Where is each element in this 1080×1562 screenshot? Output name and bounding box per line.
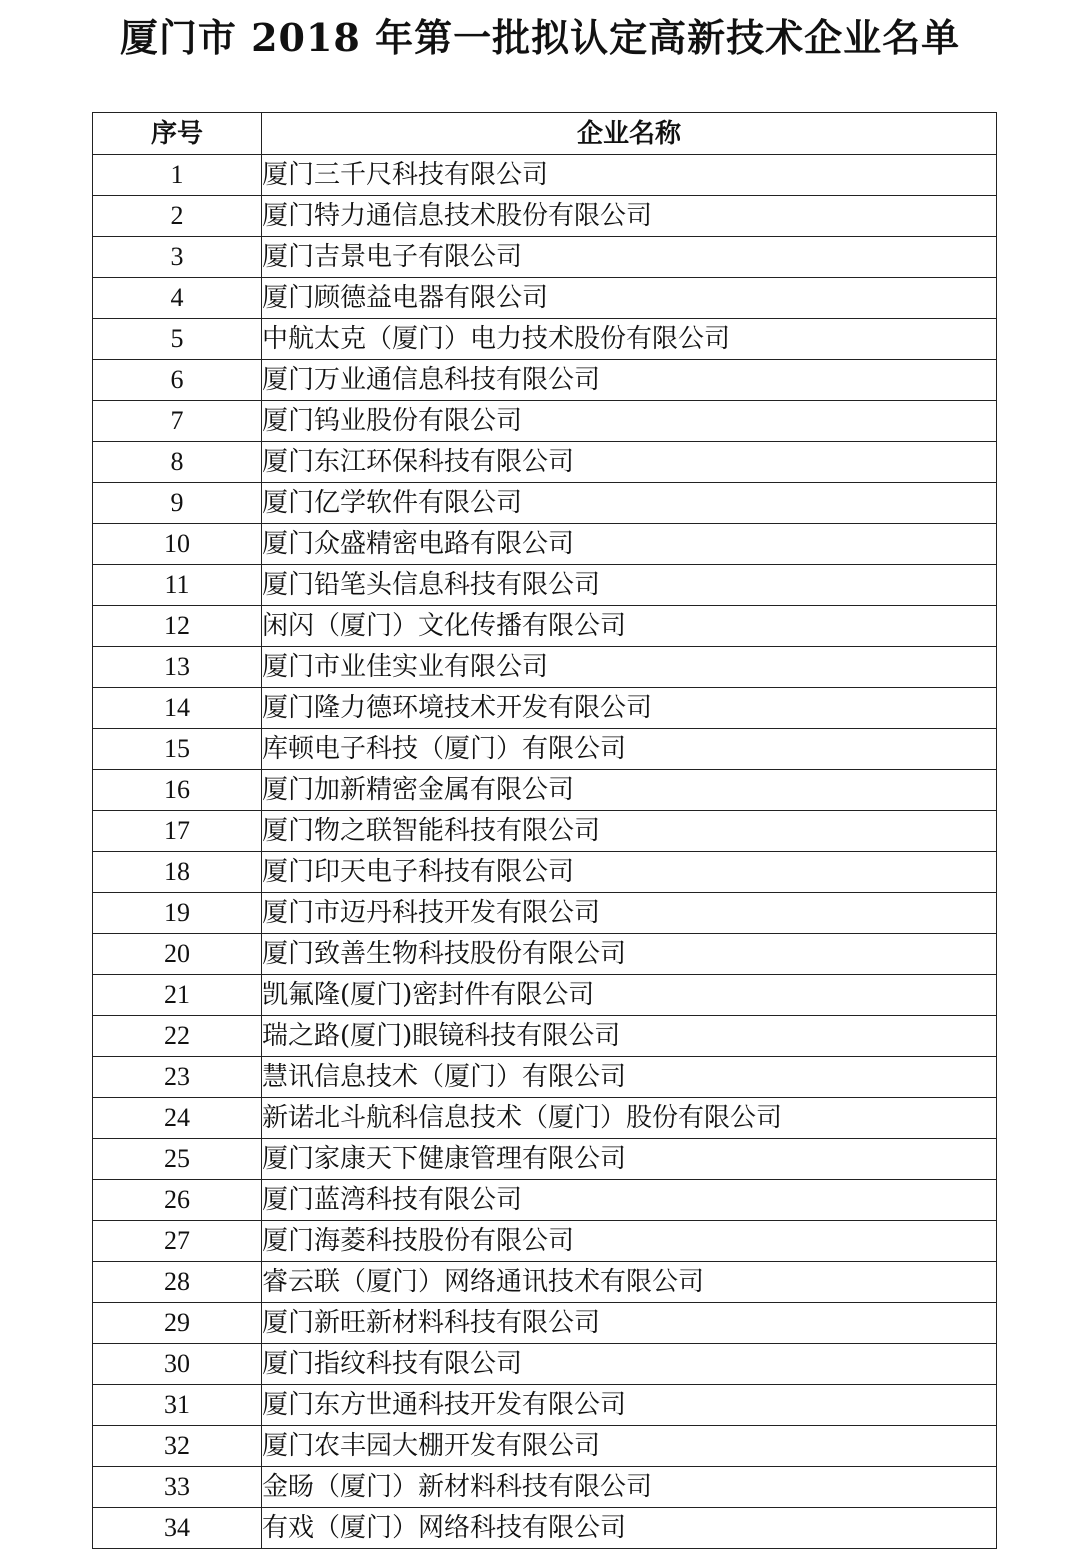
- table-row: [93, 1508, 997, 1549]
- table-row: [93, 1344, 997, 1385]
- row-index: 27: [93, 1221, 262, 1262]
- company-name: 库顿电子科技（厦门）有限公司: [262, 729, 997, 770]
- company-name: 厦门铅笔头信息科技有限公司: [262, 565, 997, 606]
- row-index: 11: [93, 565, 262, 606]
- table-row: [93, 1262, 997, 1303]
- row-index: 17: [93, 811, 262, 852]
- table-row: [93, 811, 997, 852]
- row-index: 1: [93, 155, 262, 196]
- row-index: 2: [93, 196, 262, 237]
- header-company-name: 企业名称: [262, 113, 997, 155]
- row-index: 32: [93, 1426, 262, 1467]
- company-name: 厦门物之联智能科技有限公司: [262, 811, 997, 852]
- company-name: 厦门家康天下健康管理有限公司: [262, 1139, 997, 1180]
- row-index: 20: [93, 934, 262, 975]
- row-index: 29: [93, 1303, 262, 1344]
- company-name: 厦门三千尺科技有限公司: [262, 155, 997, 196]
- row-index: 31: [93, 1385, 262, 1426]
- table-header-row: [93, 113, 997, 155]
- table-row: [93, 401, 997, 442]
- table-row: [93, 1426, 997, 1467]
- table-row: [93, 975, 997, 1016]
- company-name: 闲闪（厦门）文化传播有限公司: [262, 606, 997, 647]
- company-name: 厦门东方世通科技开发有限公司: [262, 1385, 997, 1426]
- company-name: 厦门顾德益电器有限公司: [262, 278, 997, 319]
- table-row: [93, 1098, 997, 1139]
- row-index: 14: [93, 688, 262, 729]
- row-index: 6: [93, 360, 262, 401]
- row-index: 25: [93, 1139, 262, 1180]
- table-row: [93, 934, 997, 975]
- table-row: [93, 647, 997, 688]
- company-name: 厦门东江环保科技有限公司: [262, 442, 997, 483]
- table-row: [93, 196, 997, 237]
- company-name: 中航太克（厦门）电力技术股份有限公司: [262, 319, 997, 360]
- company-name: 厦门吉景电子有限公司: [262, 237, 997, 278]
- row-index: 9: [93, 483, 262, 524]
- row-index: 33: [93, 1467, 262, 1508]
- row-index: 4: [93, 278, 262, 319]
- table-row: [93, 1303, 997, 1344]
- table-row: [93, 155, 997, 196]
- table-row: [93, 278, 997, 319]
- table-row: [93, 893, 997, 934]
- company-name: 厦门亿学软件有限公司: [262, 483, 997, 524]
- table-row: [93, 1385, 997, 1426]
- row-index: 16: [93, 770, 262, 811]
- company-name: 凯氟隆(厦门)密封件有限公司: [262, 975, 997, 1016]
- row-index: 19: [93, 893, 262, 934]
- company-name: 瑞之路(厦门)眼镜科技有限公司: [262, 1016, 997, 1057]
- table-row: [93, 319, 997, 360]
- table-row: [93, 1467, 997, 1508]
- row-index: 21: [93, 975, 262, 1016]
- company-name: 厦门万业通信息科技有限公司: [262, 360, 997, 401]
- company-name: 有戏（厦门）网络科技有限公司: [262, 1508, 997, 1549]
- company-name: 厦门海菱科技股份有限公司: [262, 1221, 997, 1262]
- row-index: 15: [93, 729, 262, 770]
- row-index: 5: [93, 319, 262, 360]
- company-name: 厦门隆力德环境技术开发有限公司: [262, 688, 997, 729]
- table-row: [93, 688, 997, 729]
- row-index: 12: [93, 606, 262, 647]
- company-name: 厦门农丰园大棚开发有限公司: [262, 1426, 997, 1467]
- row-index: 24: [93, 1098, 262, 1139]
- table-row: [93, 565, 997, 606]
- page-title: 厦门市 2018 年第一批拟认定高新技术企业名单: [119, 15, 961, 60]
- row-index: 7: [93, 401, 262, 442]
- row-index: 26: [93, 1180, 262, 1221]
- table-row: [93, 1057, 997, 1098]
- table-row: [93, 1139, 997, 1180]
- table-row: [93, 442, 997, 483]
- table-row: [93, 770, 997, 811]
- company-name: 厦门众盛精密电路有限公司: [262, 524, 997, 565]
- header-index: 序号: [93, 113, 262, 155]
- company-name: 慧讯信息技术（厦门）有限公司: [262, 1057, 997, 1098]
- company-name: 金旸（厦门）新材料科技有限公司: [262, 1467, 997, 1508]
- row-index: 34: [93, 1508, 262, 1549]
- company-name: 厦门市业佳实业有限公司: [262, 647, 997, 688]
- company-name: 厦门蓝湾科技有限公司: [262, 1180, 997, 1221]
- company-name: 厦门致善生物科技股份有限公司: [262, 934, 997, 975]
- row-index: 18: [93, 852, 262, 893]
- table-row: [93, 729, 997, 770]
- table-row: [93, 1180, 997, 1221]
- table-row: [93, 360, 997, 401]
- row-index: 3: [93, 237, 262, 278]
- row-index: 22: [93, 1016, 262, 1057]
- company-name: 厦门印天电子科技有限公司: [262, 852, 997, 893]
- table-row: [93, 483, 997, 524]
- company-name: 厦门新旺新材料科技有限公司: [262, 1303, 997, 1344]
- row-index: 8: [93, 442, 262, 483]
- company-name: 厦门指纹科技有限公司: [262, 1344, 997, 1385]
- table-row: [93, 1221, 997, 1262]
- row-index: 28: [93, 1262, 262, 1303]
- row-index: 30: [93, 1344, 262, 1385]
- table-row: [93, 524, 997, 565]
- row-index: 10: [93, 524, 262, 565]
- company-name: 厦门钨业股份有限公司: [262, 401, 997, 442]
- company-table: [92, 112, 997, 1549]
- company-name: 厦门加新精密金属有限公司: [262, 770, 997, 811]
- company-name: 新诺北斗航科信息技术（厦门）股份有限公司: [262, 1098, 997, 1139]
- table-body: [93, 155, 997, 1549]
- row-index: 23: [93, 1057, 262, 1098]
- table-row: [93, 852, 997, 893]
- row-index: 13: [93, 647, 262, 688]
- company-name: 厦门市迈丹科技开发有限公司: [262, 893, 997, 934]
- table-row: [93, 1016, 997, 1057]
- company-name: 睿云联（厦门）网络通讯技术有限公司: [262, 1262, 997, 1303]
- table-row: [93, 606, 997, 647]
- company-name: 厦门特力通信息技术股份有限公司: [262, 196, 997, 237]
- table-row: [93, 237, 997, 278]
